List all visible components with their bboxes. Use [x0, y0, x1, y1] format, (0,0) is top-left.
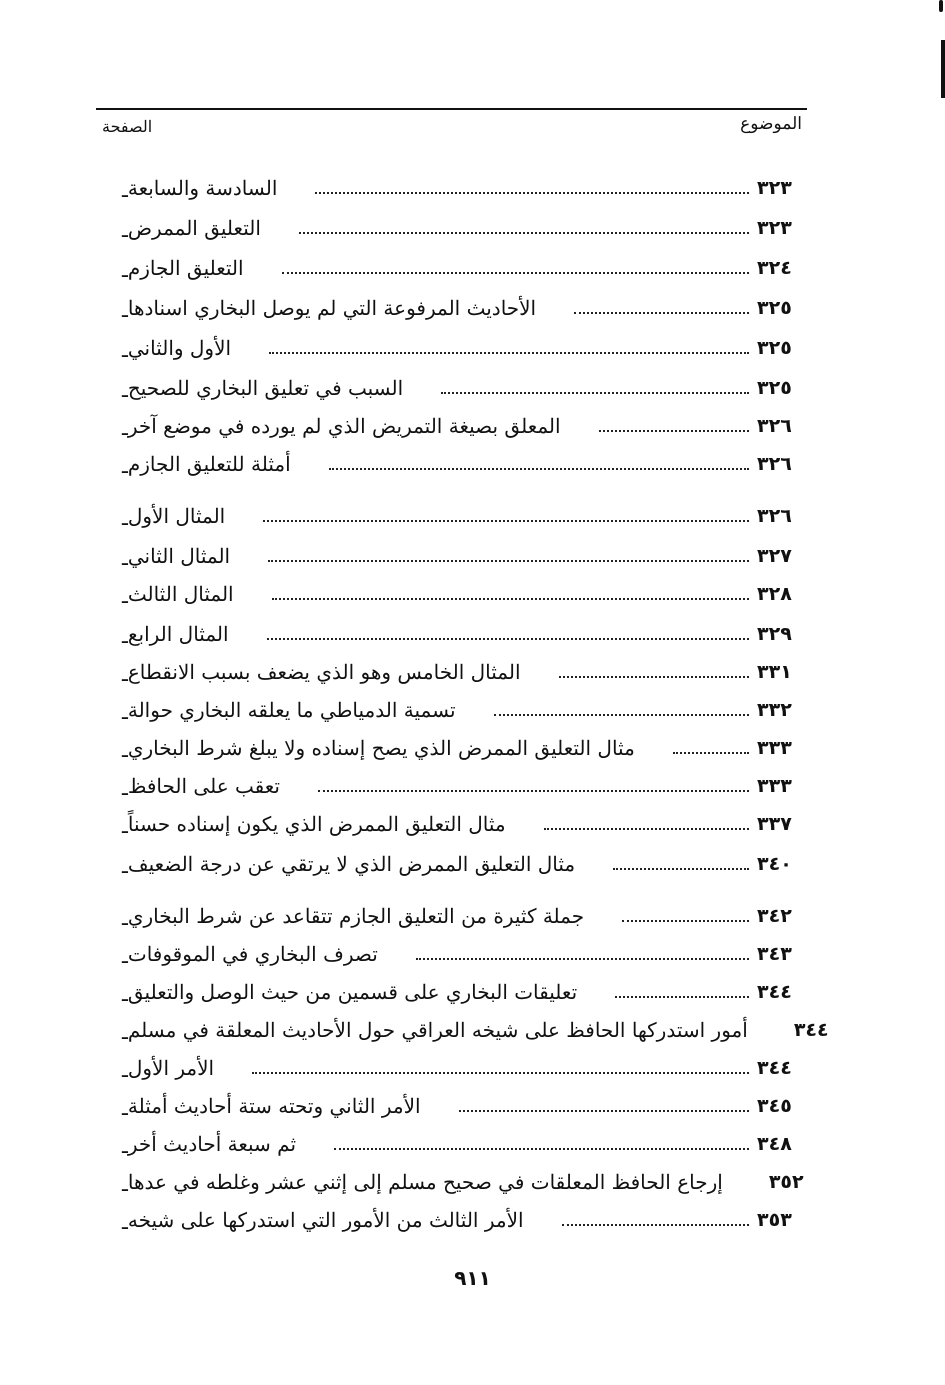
- toc-entry-page-number: ٣٤٣: [757, 943, 792, 966]
- toc-dot-leader-line: [459, 1110, 749, 1112]
- toc-entry[interactable]: [112, 324, 809, 360]
- toc-entry-page-number: ٣٢٦: [757, 505, 792, 528]
- toc-entry-dash: ـ: [122, 506, 128, 530]
- toc-dot-leader-line: [615, 996, 749, 998]
- toc-dot-leader-line: [329, 468, 749, 470]
- toc-entry[interactable]: [112, 244, 809, 280]
- toc-entry-dash: ـ: [122, 814, 128, 838]
- toc-entry-title: تعليقات البخاري على قسمين من حيث الوصل والتعليق: [127, 980, 578, 1004]
- toc-dot-leader: [291, 468, 757, 476]
- toc-entry-page-number: ٣٢٥: [757, 337, 792, 360]
- toc-entry-dash: ـ: [122, 1172, 128, 1196]
- toc-entry-title: الأمر الثالث من الأمور التي استدركها على شيخه: [127, 1208, 524, 1232]
- toc-entry-page-number: ٣٤٢: [757, 905, 792, 928]
- toc-dot-leader: [561, 430, 757, 438]
- toc-entry[interactable]: [112, 532, 809, 568]
- toc-entry-page-number: ٣٣١: [757, 661, 792, 684]
- toc-entry-dash: ـ: [122, 258, 128, 282]
- toc-entry[interactable]: [112, 402, 809, 438]
- toc-entry-title: تعقب على الحافظ: [127, 774, 280, 798]
- toc-entry-title: المعلق بصيغة التمريض الذي لم يورده في موضع آخر: [127, 414, 561, 438]
- toc-entry[interactable]: [112, 1120, 809, 1156]
- toc-dot-leader: [456, 714, 757, 722]
- toc-entry-title: إرجاع الحافظ المعلقات في صحيح مسلم إلى إثني عشر وغلطه في عدها: [127, 1170, 723, 1194]
- toc-dot-leader: [234, 598, 757, 606]
- toc-dot-leader: [225, 520, 757, 528]
- toc-entry-title: الأمر الأول: [127, 1056, 215, 1080]
- toc-entry-page-number: ٣٢٨: [757, 583, 792, 606]
- toc-entry[interactable]: [112, 1006, 829, 1044]
- toc-entry-dash: ـ: [122, 1210, 128, 1234]
- toc-entry-dash: ـ: [122, 700, 128, 724]
- toc-entry[interactable]: [112, 800, 809, 836]
- toc-dot-leader-line: [613, 868, 749, 870]
- toc-entry-dash: ـ: [122, 854, 128, 878]
- toc-entry-page-number: ٣٤٤: [793, 1019, 829, 1042]
- toc-entry-dash: ـ: [122, 776, 128, 800]
- toc-entry-title: أمور استدركها الحافظ على شيخه العراقي حول الأحاديث المعلقة في مسلم: [127, 1018, 748, 1042]
- toc-entry-page-number: ٣٣٣: [757, 775, 792, 798]
- toc-dot-leader: [575, 868, 757, 876]
- toc-dot-leader: [403, 392, 757, 400]
- toc-entry[interactable]: [112, 724, 809, 760]
- toc-entry[interactable]: [112, 1044, 809, 1080]
- toc-entry-dash: ـ: [122, 906, 128, 930]
- toc-entry-title: الأول والثاني: [127, 336, 232, 360]
- toc-entry-dash: ـ: [122, 624, 128, 648]
- toc-entry-dash: ـ: [122, 738, 128, 762]
- toc-entry-page-number: ٣٢٥: [757, 297, 792, 320]
- toc-entry-title: المثال الثاني: [127, 544, 231, 568]
- toc-entry-page-number: ٣٤٥: [757, 1095, 792, 1118]
- header-rule: [96, 108, 807, 110]
- toc-entry-page-number: ٣٣٢: [757, 699, 792, 722]
- toc-entry[interactable]: [112, 204, 809, 240]
- toc-dot-leader: [261, 232, 757, 240]
- scan-edge-mark: [941, 40, 945, 98]
- toc-dot-leader-line: [272, 598, 749, 600]
- toc-entry-title: التعليق الجازم: [127, 256, 244, 280]
- toc-entry-dash: ـ: [122, 944, 128, 968]
- toc-entry[interactable]: [112, 648, 809, 684]
- toc-entry-page-number: ٣٤٨: [757, 1133, 792, 1156]
- toc-entry-title: المثال الرابع: [127, 622, 229, 646]
- toc-entry[interactable]: [112, 440, 809, 476]
- toc-dot-leader: [277, 192, 757, 200]
- toc-entry[interactable]: [112, 840, 809, 876]
- toc-entry-page-number: ٣٣٧: [757, 813, 792, 836]
- toc-entry[interactable]: [112, 570, 809, 606]
- toc-dot-leader: [230, 560, 757, 568]
- toc-entry-dash: ـ: [122, 298, 128, 322]
- toc-dot-leader-line: [263, 520, 749, 522]
- toc-entry-title: مثال التعليق الممرض الذي يصح إسناده ولا يبلغ شرط البخاري: [127, 736, 635, 760]
- toc-entry-title: الأحاديث المرفوعة التي لم يوصل البخاري اسنادها: [127, 296, 537, 320]
- toc-entry-title: مثال التعليق الممرض الذي لا يرتقي عن درجة الضعيف: [127, 852, 576, 876]
- toc-entry[interactable]: [112, 686, 809, 722]
- toc-dot-leader-line: [268, 560, 749, 562]
- toc-entry-page-number: ٣٢٥: [757, 377, 792, 400]
- toc-dot-leader: [280, 790, 757, 798]
- toc-entry-dash: ـ: [122, 1134, 128, 1158]
- toc-entry[interactable]: [112, 762, 809, 798]
- toc-entry-dash: ـ: [122, 1020, 128, 1044]
- toc-dot-leader: [748, 1034, 794, 1042]
- toc-entry-dash: ـ: [122, 178, 128, 202]
- toc-entry-title: المثال الثالث: [127, 582, 234, 606]
- toc-entry-page-number: ٣٢٣: [757, 177, 792, 200]
- toc-dot-leader-line: [269, 352, 749, 354]
- toc-entry-page-number: ٣٢٦: [757, 415, 792, 438]
- toc-entry-dash: ـ: [122, 584, 128, 608]
- toc-dot-leader: [229, 638, 757, 646]
- toc-entry[interactable]: [112, 492, 809, 528]
- toc-entry-title: ثم سبعة أحاديث أخر: [127, 1132, 297, 1156]
- toc-entry-title: مثال التعليق الممرض الذي يكون إسناده حسناً: [127, 812, 506, 836]
- toc-dot-leader-line: [599, 430, 749, 432]
- toc-entry-title: تسمية الدمياطي ما يعلقه البخاري حوالة: [127, 698, 456, 722]
- toc-dot-leader-line: [416, 958, 749, 960]
- toc-dot-leader: [521, 676, 757, 684]
- topic-column-header: الموضوع: [740, 114, 802, 134]
- scan-edge-mark-top: [939, 0, 943, 12]
- toc-entry[interactable]: [112, 892, 809, 928]
- toc-dot-leader-line: [334, 1148, 749, 1150]
- toc-entry-dash: ـ: [122, 662, 128, 686]
- toc-dot-leader: [378, 958, 757, 966]
- toc-entry-title: جملة كثيرة من التعليق الجازم تتقاعد عن شرط البخاري: [127, 904, 585, 928]
- toc-dot-leader-line: [559, 676, 749, 678]
- toc-dot-leader: [421, 1110, 757, 1118]
- toc-entry-dash: ـ: [122, 416, 128, 440]
- toc-dot-leader: [506, 828, 757, 836]
- toc-entry[interactable]: [112, 1196, 809, 1232]
- toc-dot-leader: [244, 272, 757, 280]
- toc-entry[interactable]: [112, 364, 809, 400]
- toc-entry-page-number: ٣٤٠: [757, 853, 792, 876]
- toc-dot-leader: [524, 1224, 757, 1232]
- toc-dot-leader-line: [574, 312, 749, 314]
- toc-entry-title: التعليق الممرض: [127, 216, 261, 240]
- toc-dot-leader-line: [441, 392, 749, 394]
- toc-entry-page-number: ٣٢٩: [757, 623, 792, 646]
- toc-entry-title: المثال الأول: [127, 504, 226, 528]
- toc-entry-title: السادسة والسابعة: [127, 176, 278, 200]
- toc-entry-page-number: ٣٥٢: [768, 1171, 804, 1194]
- toc-entry[interactable]: [112, 164, 809, 200]
- toc-dot-leader: [296, 1148, 757, 1156]
- toc-dot-leader-line: [299, 232, 749, 234]
- toc-entry[interactable]: [112, 930, 809, 966]
- toc-entry-dash: ـ: [122, 1058, 128, 1082]
- toc-entry-page-number: ٣٢٣: [757, 217, 792, 240]
- toc-entry-dash: ـ: [122, 454, 128, 478]
- toc-entry-dash: ـ: [122, 378, 128, 402]
- toc-dot-leader: [584, 920, 757, 928]
- toc-entry-title: السبب في تعليق البخاري للصحيح: [127, 376, 404, 400]
- toc-entry[interactable]: [112, 1158, 809, 1194]
- toc-entry[interactable]: [112, 1082, 809, 1118]
- toc-entry-dash: ـ: [122, 1096, 128, 1120]
- toc-dot-leader: [635, 752, 757, 760]
- toc-entry-dash: ـ: [122, 546, 128, 570]
- toc-entry-page-number: ٣٢٧: [757, 545, 792, 568]
- toc-entry-title: الأمر الثاني وتحته ستة أحاديث أمثلة: [127, 1094, 421, 1118]
- toc-dot-leader: [723, 1186, 769, 1194]
- toc-entry-page-number: ٣٥٣: [757, 1209, 792, 1232]
- toc-entry-page-number: ٣٢٤: [757, 257, 792, 280]
- toc-dot-leader-line: [622, 920, 749, 922]
- toc-dot-leader-line: [544, 828, 749, 830]
- toc-entry-title: المثال الخامس وهو الذي يضعف بسبب الانقطاع: [127, 660, 521, 684]
- toc-dot-leader-line: [315, 192, 749, 194]
- toc-entry-dash: ـ: [122, 338, 128, 362]
- toc-entry[interactable]: [112, 610, 809, 646]
- toc-entry-dash: ـ: [122, 218, 128, 242]
- toc-dot-leader-line: [673, 752, 749, 754]
- toc-entry-page-number: ٣٢٦: [757, 453, 792, 476]
- toc-dot-leader-line: [267, 638, 749, 640]
- toc-dot-leader-line: [282, 272, 749, 274]
- page-folio-number: ٩١١: [454, 1266, 491, 1290]
- toc-entry-page-number: ٣٣٣: [757, 737, 792, 760]
- toc-dot-leader: [536, 312, 757, 320]
- page-column-header: الصفحة: [102, 117, 153, 136]
- toc-entry-page-number: ٣٤٤: [757, 1057, 792, 1080]
- toc-entry-dash: ـ: [122, 982, 128, 1006]
- toc-entry[interactable]: [112, 968, 809, 1004]
- toc-entry-page-number: ٣٤٤: [757, 981, 792, 1004]
- toc-dot-leader-line: [318, 790, 749, 792]
- toc-dot-leader-line: [494, 714, 749, 716]
- toc-dot-leader: [577, 996, 757, 1004]
- toc-dot-leader-line: [252, 1072, 749, 1074]
- toc-dot-leader: [214, 1072, 757, 1080]
- toc-entry[interactable]: [112, 284, 809, 320]
- toc-dot-leader: [231, 352, 757, 360]
- toc-entry-title: أمثلة للتعليق الجازم: [127, 452, 291, 476]
- toc-dot-leader-line: [562, 1224, 749, 1226]
- toc-entry-title: تصرف البخاري في الموقوفات: [127, 942, 378, 966]
